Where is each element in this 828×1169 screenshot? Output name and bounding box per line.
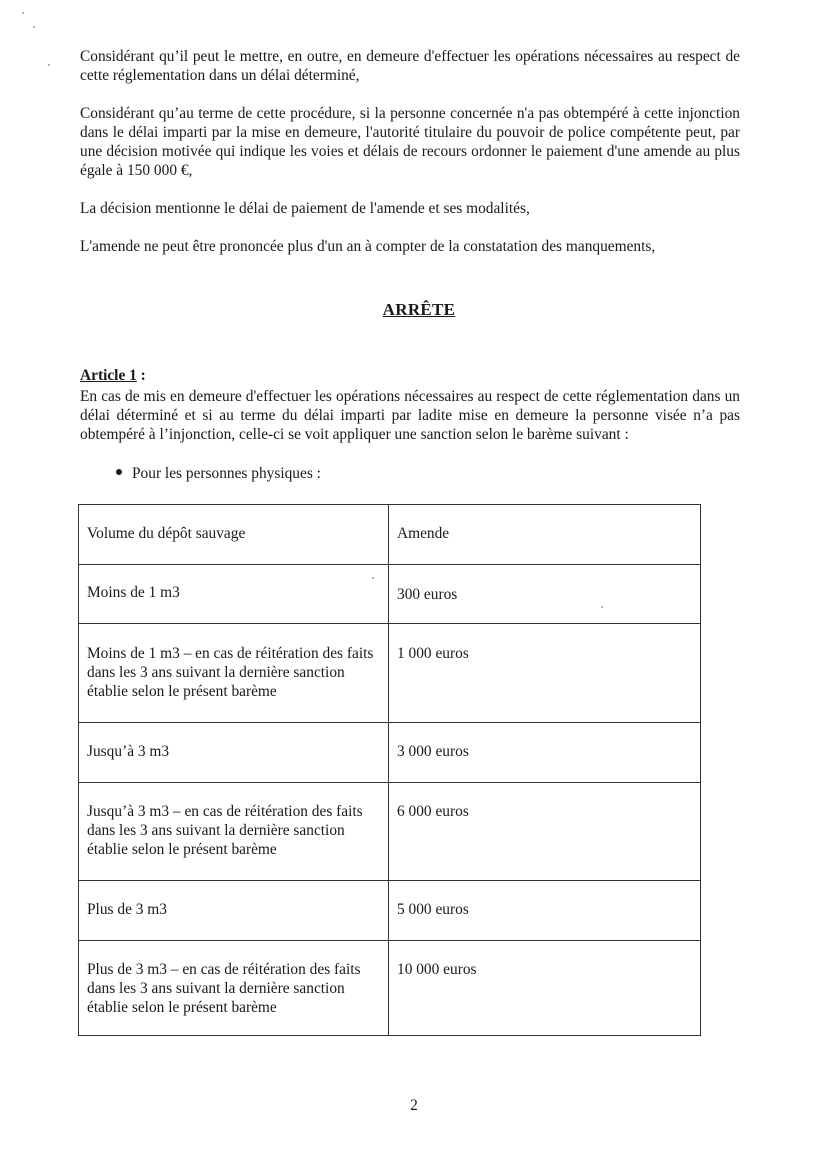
- table-cell-amount: 6 000 euros: [389, 783, 701, 881]
- article-title: [80, 366, 146, 385]
- scan-speck: [48, 64, 50, 66]
- table-row: [79, 723, 701, 783]
- table-cell-volume: Moins de 1 m3 – en cas de réitération des faits dans les 3 ans suivant la dernière sanction établie selon le présent barème: [79, 624, 389, 723]
- bullet-icon: [116, 469, 122, 475]
- bullet-text: Pour les personnes physiques :: [132, 465, 321, 482]
- article-title-suffix: :: [136, 367, 146, 384]
- table-cell-amount: 3 000 euros: [389, 723, 701, 783]
- table-cell-amount: 300 euros: [389, 565, 701, 624]
- table-row: [79, 881, 701, 941]
- bullet-item: [116, 464, 321, 483]
- table-cell-amount: 1 000 euros: [389, 624, 701, 723]
- table-cell-volume: Plus de 3 m3: [79, 881, 389, 941]
- scan-speck: [22, 12, 24, 14]
- table-row: [79, 941, 701, 1036]
- table-row: [79, 565, 701, 624]
- table-cell-amount: 10 000 euros: [389, 941, 701, 1036]
- scan-speck: [601, 606, 603, 608]
- article-body: En cas de mis en demeure d'effectuer les opérations nécessaires au respect de cette réglementation dans un délai déterminé et si au terme du délai imparti par ladite mise en demeure la personne visée n’a pas obtempéré à l’injonction, celle-ci se voit appliquer une sanction selon le barème suivant :: [80, 388, 740, 443]
- table-cell-volume: Moins de 1 m3: [79, 565, 389, 624]
- paragraph-considerant-2: Considérant qu’au terme de cette procédure, si la personne concernée n'a pas obtempéré à cette injonction dans le délai imparti par la mise en demeure, l'autorité titulaire du pouvoir de police compétente peut, par une décision motivée qui indique les voies et délais de recours ordonner le paiement d'une amende au plus égale à 150 000 €,: [80, 105, 740, 179]
- table-row: [79, 624, 701, 723]
- scan-speck: [372, 577, 374, 579]
- paragraph-decision: La décision mentionne le délai de paiement de l'amende et ses modalités,: [80, 200, 530, 217]
- page-number: 2: [410, 1097, 418, 1114]
- section-heading: ARRÊTE: [382, 300, 456, 319]
- fine-schedule-table: [78, 504, 701, 1036]
- table-row: [79, 783, 701, 881]
- table-header-cell: Volume du dépôt sauvage: [79, 505, 389, 565]
- table-cell-volume: Plus de 3 m3 – en cas de réitération des faits dans les 3 ans suivant la dernière sanction établie selon le présent barème: [79, 941, 389, 1036]
- table-header-cell: Amende: [389, 505, 701, 565]
- table-cell-amount: 5 000 euros: [389, 881, 701, 941]
- paragraph-considerant-1: Considérant qu’il peut le mettre, en outre, en demeure d'effectuer les opérations nécessaires au respect de cette réglementation dans un délai déterminé,: [80, 48, 740, 84]
- table-cell-volume: Jusqu’à 3 m3: [79, 723, 389, 783]
- article-title-label: Article 1: [80, 367, 137, 384]
- table-header-row: [79, 505, 701, 565]
- table-cell-volume: Jusqu’à 3 m3 – en cas de réitération des faits dans les 3 ans suivant la dernière sanction établie selon le présent barème: [79, 783, 389, 881]
- scan-speck: [33, 26, 35, 28]
- paragraph-amende: L'amende ne peut être prononcée plus d'un an à compter de la constatation des manquements,: [80, 238, 656, 255]
